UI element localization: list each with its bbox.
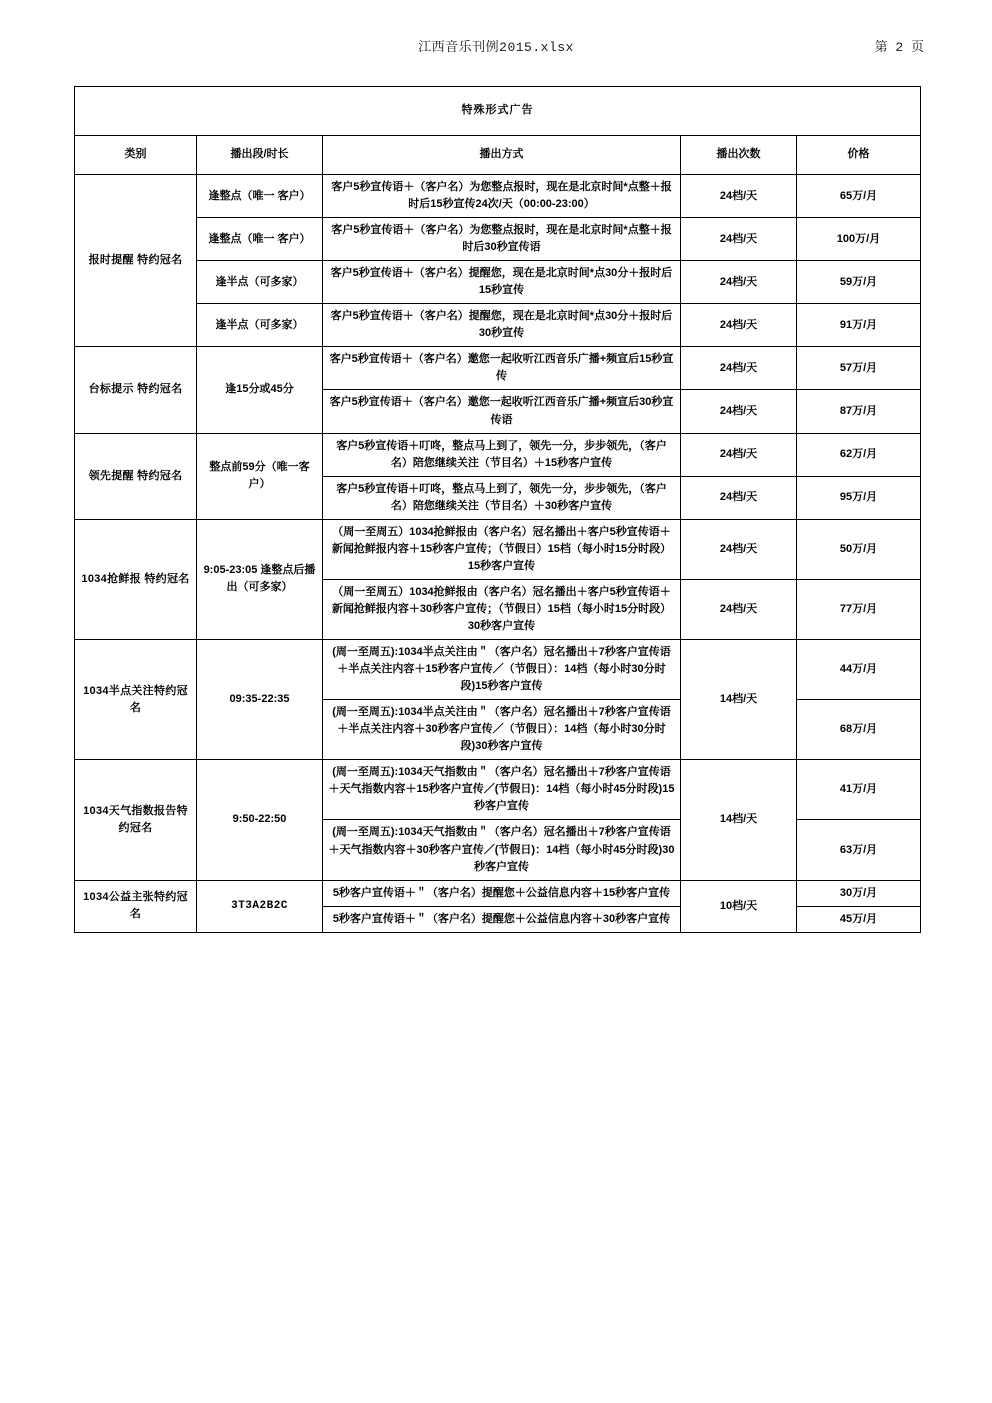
mode-cell: (周一至周五):1034天气指数由＂（客户名）冠名播出＋7秒客户宣传语＋天气指数内容＋15秒客户宣传／(节假日)：14档（每小时45分时段)15秒客户宣传 [323, 760, 681, 820]
times-cell: 24档/天 [681, 304, 797, 347]
times-cell: 14档/天 [681, 760, 797, 880]
column-header-times: 播出次数 [681, 136, 797, 175]
column-header-mode: 播出方式 [323, 136, 681, 175]
category-cell: 领先提醒 特约冠名 [75, 433, 197, 519]
slot-cell: 逢半点（可多家） [197, 304, 323, 347]
rate-card-table-wrapper [74, 86, 920, 933]
slot-cell: 逢半点（可多家） [197, 261, 323, 304]
category-cell: 1034半点关注特约冠名 [75, 640, 197, 760]
table-row [75, 433, 921, 476]
table-row [75, 218, 921, 261]
table-row [75, 347, 921, 390]
category-cell: 台标提示 特约冠名 [75, 347, 197, 433]
slot-cell: 3T3A2B2C [197, 880, 323, 932]
price-cell: 100万/月 [797, 218, 921, 261]
mode-cell: 5秒客户宣传语＋＂（客户名）提醒您＋公益信息内容＋30秒客户宣传 [323, 906, 681, 932]
table-row [75, 261, 921, 304]
page-header [0, 36, 992, 56]
times-cell: 24档/天 [681, 175, 797, 218]
slot-cell: 逢整点（唯一 客户） [197, 218, 323, 261]
slot-cell: 9:50-22:50 [197, 760, 323, 880]
times-cell: 24档/天 [681, 579, 797, 639]
times-cell: 24档/天 [681, 218, 797, 261]
price-cell: 45万/月 [797, 906, 921, 932]
times-cell: 10档/天 [681, 880, 797, 932]
times-cell: 24档/天 [681, 519, 797, 579]
mode-cell: 5秒客户宣传语＋＂（客户名）提醒您＋公益信息内容＋15秒客户宣传 [323, 880, 681, 906]
category-cell: 报时提醒 特约冠名 [75, 175, 197, 347]
table-row [75, 519, 921, 579]
mode-cell: 客户5秒宣传语＋叮咚，整点马上到了，领先一分，步步领先，（客户名）陪您继续关注（节目名）＋30秒客户宣传 [323, 476, 681, 519]
slot-cell: 9:05-23:05 逢整点后播出（可多家） [197, 519, 323, 639]
price-cell: 59万/月 [797, 261, 921, 304]
rate-card-table [74, 86, 921, 933]
mode-cell: 客户5秒宣传语＋（客户名）为您整点报时，现在是北京时间*点整＋报时后30秒宣传语 [323, 218, 681, 261]
times-cell: 14档/天 [681, 640, 797, 760]
table-title: 特殊形式广告 [75, 87, 921, 136]
mode-cell: 客户5秒宣传语＋叮咚，整点马上到了，领先一分，步步领先，（客户名）陪您继续关注（节目名）＋15秒客户宣传 [323, 433, 681, 476]
price-cell: 30万/月 [797, 880, 921, 906]
mode-cell: 客户5秒宣传语＋（客户名）为您整点报时，现在是北京时间*点整＋报时后15秒宣传24次/天（00:00-23:00） [323, 175, 681, 218]
document-filename: 江西音乐刊例2015.xlsx [418, 40, 574, 55]
table-header-row [75, 136, 921, 175]
slot-cell: 逢15分或45分 [197, 347, 323, 433]
slot-cell: 整点前59分（唯一客户） [197, 433, 323, 519]
table-row [75, 175, 921, 218]
mode-cell: 客户5秒宣传语＋（客户名）提醒您，现在是北京时间*点30分＋报时后30秒宣传 [323, 304, 681, 347]
price-cell: 87万/月 [797, 390, 921, 433]
times-cell: 24档/天 [681, 347, 797, 390]
price-cell: 41万/月 [797, 760, 921, 820]
times-cell: 24档/天 [681, 390, 797, 433]
page-number: 第 2 页 [874, 40, 924, 55]
price-cell: 95万/月 [797, 476, 921, 519]
price-cell: 77万/月 [797, 579, 921, 639]
mode-cell: （周一至周五）1034抢鲜报由（客户名）冠名播出＋客户5秒宣传语＋新闻抢鲜报内容＋30秒客户宣传；（节假日）15档（每小时15分时段）30秒客户宣传 [323, 579, 681, 639]
mode-cell: 客户5秒宣传语＋（客户名）邀您一起收听江西音乐广播+频宣后15秒宣传 [323, 347, 681, 390]
mode-cell: 客户5秒宣传语＋（客户名）提醒您，现在是北京时间*点30分＋报时后15秒宣传 [323, 261, 681, 304]
mode-cell: 客户5秒宣传语＋（客户名）邀您一起收听江西音乐广播+频宣后30秒宣传语 [323, 390, 681, 433]
column-header-category: 类别 [75, 136, 197, 175]
price-cell: 44万/月 [797, 640, 921, 700]
mode-cell: (周一至周五):1034半点关注由＂（客户名）冠名播出＋7秒客户宣传语＋半点关注内容＋30秒客户宣传／（节假日）：14档（每小时30分时段)30秒客户宣传 [323, 700, 681, 760]
column-header-price: 价格 [797, 136, 921, 175]
table-row [75, 304, 921, 347]
slot-cell: 09:35-22:35 [197, 640, 323, 760]
table-row [75, 760, 921, 820]
category-cell: 1034公益主张特约冠名 [75, 880, 197, 932]
price-cell: 65万/月 [797, 175, 921, 218]
price-cell: 62万/月 [797, 433, 921, 476]
category-cell: 1034抢鲜报 特约冠名 [75, 519, 197, 639]
mode-cell: (周一至周五):1034半点关注由＂（客户名）冠名播出＋7秒客户宣传语＋半点关注内容＋15秒客户宣传／（节假日）：14档（每小时30分时段)15秒客户宣传 [323, 640, 681, 700]
price-cell: 50万/月 [797, 519, 921, 579]
mode-cell: (周一至周五):1034天气指数由＂（客户名）冠名播出＋7秒客户宣传语＋天气指数内容＋30秒客户宣传／(节假日)：14档（每小时45分时段)30秒客户宣传 [323, 820, 681, 880]
column-header-slot: 播出段/时长 [197, 136, 323, 175]
price-cell: 63万/月 [797, 820, 921, 880]
price-cell: 91万/月 [797, 304, 921, 347]
category-cell: 1034天气指数报告特约冠名 [75, 760, 197, 880]
table-row [75, 640, 921, 700]
table-title-row [75, 87, 921, 136]
times-cell: 24档/天 [681, 261, 797, 304]
times-cell: 24档/天 [681, 476, 797, 519]
price-cell: 57万/月 [797, 347, 921, 390]
price-cell: 68万/月 [797, 700, 921, 760]
mode-cell: （周一至周五）1034抢鲜报由（客户名）冠名播出＋客户5秒宣传语＋新闻抢鲜报内容＋15秒客户宣传；（节假日）15档（每小时15分时段）15秒客户宣传 [323, 519, 681, 579]
times-cell: 24档/天 [681, 433, 797, 476]
slot-cell: 逢整点（唯一 客户） [197, 175, 323, 218]
table-row [75, 880, 921, 906]
